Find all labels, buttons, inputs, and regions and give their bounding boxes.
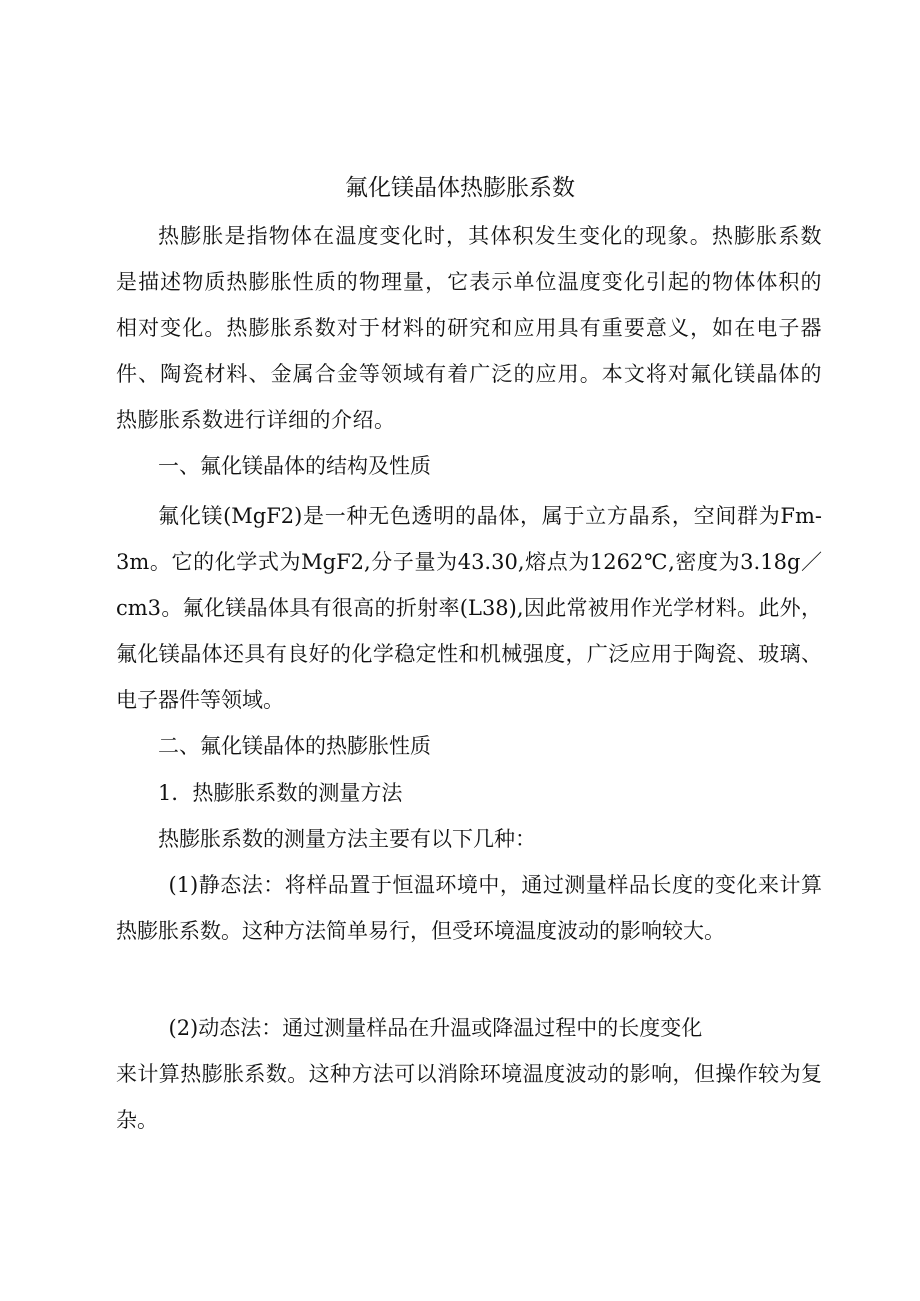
method-dynamic-first-line: (2)动态法：通过测量样品在升温或降温过程中的长度变化 — [168, 1016, 703, 1040]
intro-paragraph: 热膨胀是指物体在温度变化时，其体积发生变化的现象。热膨胀系数是描述物质热膨胀性质的物理量，它表示单位温度变化引起的物体体积的相对变化。热膨胀系数对于材料的研究和应用具有重要意义，如在电子器件、陶瓷材料、金属合金等领域有着广泛的应用。本文将对氟化镁晶体的热膨胀系数进行详细的介绍。 — [116, 224, 822, 432]
document-title: 氟化镁晶体热膨胀系数 — [345, 175, 575, 201]
section-1-body: 氟化镁(MgF2)是一种无色透明的晶体，属于立方晶系，空间群为Fm-3m。它的化学式为MgF2,分子量为43.30,熔点为1262℃,密度为3.18g／cm3。氟化镁晶体具有很高的折射率(L38),因此常被用作光学材料。此外，氟化镁晶体还具有良好的化学稳定性和机械强度，广泛应用于陶瓷、玻璃、电子器件等领域。 — [116, 504, 822, 712]
method-static: (1)静态法：将样品置于恒温环境中，通过测量样品长度的变化来计算热膨胀系数。这种方法简单易行，但受环境温度波动的影响较大。 — [116, 873, 822, 943]
section-2-heading: 二、氟化镁晶体的热膨胀性质 — [158, 734, 431, 758]
section-1-heading: 一、氟化镁晶体的结构及性质 — [158, 454, 431, 478]
subsection-1-heading: 1．热膨胀系数的测量方法 — [158, 781, 403, 805]
methods-intro: 热膨胀系数的测量方法主要有以下几种： — [158, 827, 536, 851]
method-dynamic-continuation: 来计算热膨胀系数。这种方法可以消除环境温度波动的影响，但操作较为复杂。 — [116, 1062, 822, 1132]
